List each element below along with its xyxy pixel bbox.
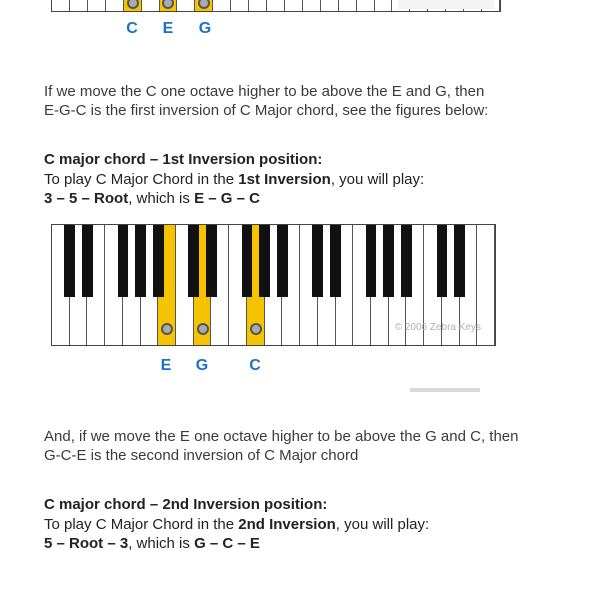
white-key bbox=[339, 0, 357, 11]
second-inversion-heading: C major chord – 2nd Inversion position: bbox=[44, 496, 328, 513]
top-label-c: C bbox=[126, 20, 138, 37]
notes-bold: G – C – E bbox=[194, 535, 260, 552]
black-key bbox=[206, 225, 217, 297]
white-key bbox=[142, 0, 160, 11]
key-marker-dot bbox=[197, 323, 209, 335]
top-label-g: G bbox=[198, 20, 212, 37]
white-key bbox=[177, 0, 195, 11]
first-inversion-heading: C major chord – 1st Inversion position: bbox=[44, 151, 323, 168]
white-key bbox=[321, 0, 339, 11]
paragraph-line: And, if we move the E one octave higher to be above the G and C, then bbox=[44, 428, 519, 445]
paragraph-line: E-G-C is the first inversion of C Major chord, see the figures below: bbox=[44, 102, 489, 119]
white-key bbox=[267, 0, 285, 11]
label-e: E bbox=[160, 357, 172, 374]
faint-mark bbox=[410, 388, 480, 392]
white-key bbox=[285, 0, 303, 11]
white-key bbox=[88, 0, 106, 11]
black-key bbox=[383, 225, 394, 297]
label-c: C bbox=[249, 357, 261, 374]
black-key bbox=[118, 225, 129, 297]
intervals-bold: 5 – Root – 3 bbox=[44, 535, 129, 552]
intervals-bold: 3 – 5 – Root bbox=[44, 190, 129, 207]
white-key bbox=[213, 0, 231, 11]
instruction-bold: 1st Inversion bbox=[238, 171, 331, 188]
paragraph-first-inversion-intro bbox=[44, 82, 488, 120]
black-key bbox=[135, 225, 146, 297]
black-key bbox=[82, 225, 93, 297]
label-g: G bbox=[195, 357, 209, 374]
keyboard-watermark: © 2006 Zebra Keys bbox=[394, 322, 481, 333]
white-key bbox=[70, 0, 88, 11]
black-key bbox=[153, 225, 164, 297]
instruction-text: To play C Major Chord in the bbox=[44, 171, 239, 188]
white-key bbox=[106, 0, 124, 11]
black-key bbox=[242, 225, 253, 297]
instruction-text: , you will play: bbox=[335, 516, 430, 533]
black-key bbox=[366, 225, 377, 297]
black-key bbox=[277, 225, 288, 297]
white-key bbox=[231, 0, 249, 11]
first-inversion-instruction bbox=[44, 170, 424, 189]
black-key bbox=[454, 225, 465, 297]
black-key bbox=[64, 225, 75, 297]
top-label-e: E bbox=[162, 20, 174, 37]
paragraph-line: G-C-E is the second inversion of C Major chord bbox=[44, 447, 359, 464]
first-inversion-notes bbox=[44, 189, 260, 208]
instruction-text: , you will play: bbox=[330, 171, 425, 188]
black-key bbox=[188, 225, 199, 297]
notes-bold: E – G – C bbox=[194, 190, 260, 207]
black-key bbox=[259, 225, 270, 297]
black-key bbox=[437, 225, 448, 297]
black-key bbox=[312, 225, 323, 297]
paragraph-second-inversion-intro bbox=[44, 427, 518, 465]
watermark-box bbox=[398, 0, 494, 9]
white-key bbox=[303, 0, 321, 11]
black-key bbox=[330, 225, 341, 297]
paragraph-line: If we move the C one octave higher to be above the E and G, then bbox=[44, 83, 485, 100]
instruction-bold: 2nd Inversion bbox=[238, 516, 336, 533]
top-keyboard bbox=[51, 0, 501, 12]
notes-text: , which is bbox=[128, 190, 195, 207]
white-key bbox=[357, 0, 375, 11]
white-key bbox=[375, 0, 393, 11]
black-key bbox=[401, 225, 412, 297]
notes-text: , which is bbox=[128, 535, 195, 552]
second-inversion-notes bbox=[44, 534, 260, 553]
key-marker-dot bbox=[250, 323, 262, 335]
white-key bbox=[249, 0, 267, 11]
first-inversion-keyboard bbox=[51, 224, 496, 346]
white-key bbox=[52, 0, 70, 11]
instruction-text: To play C Major Chord in the bbox=[44, 516, 239, 533]
second-inversion-instruction bbox=[44, 515, 429, 534]
